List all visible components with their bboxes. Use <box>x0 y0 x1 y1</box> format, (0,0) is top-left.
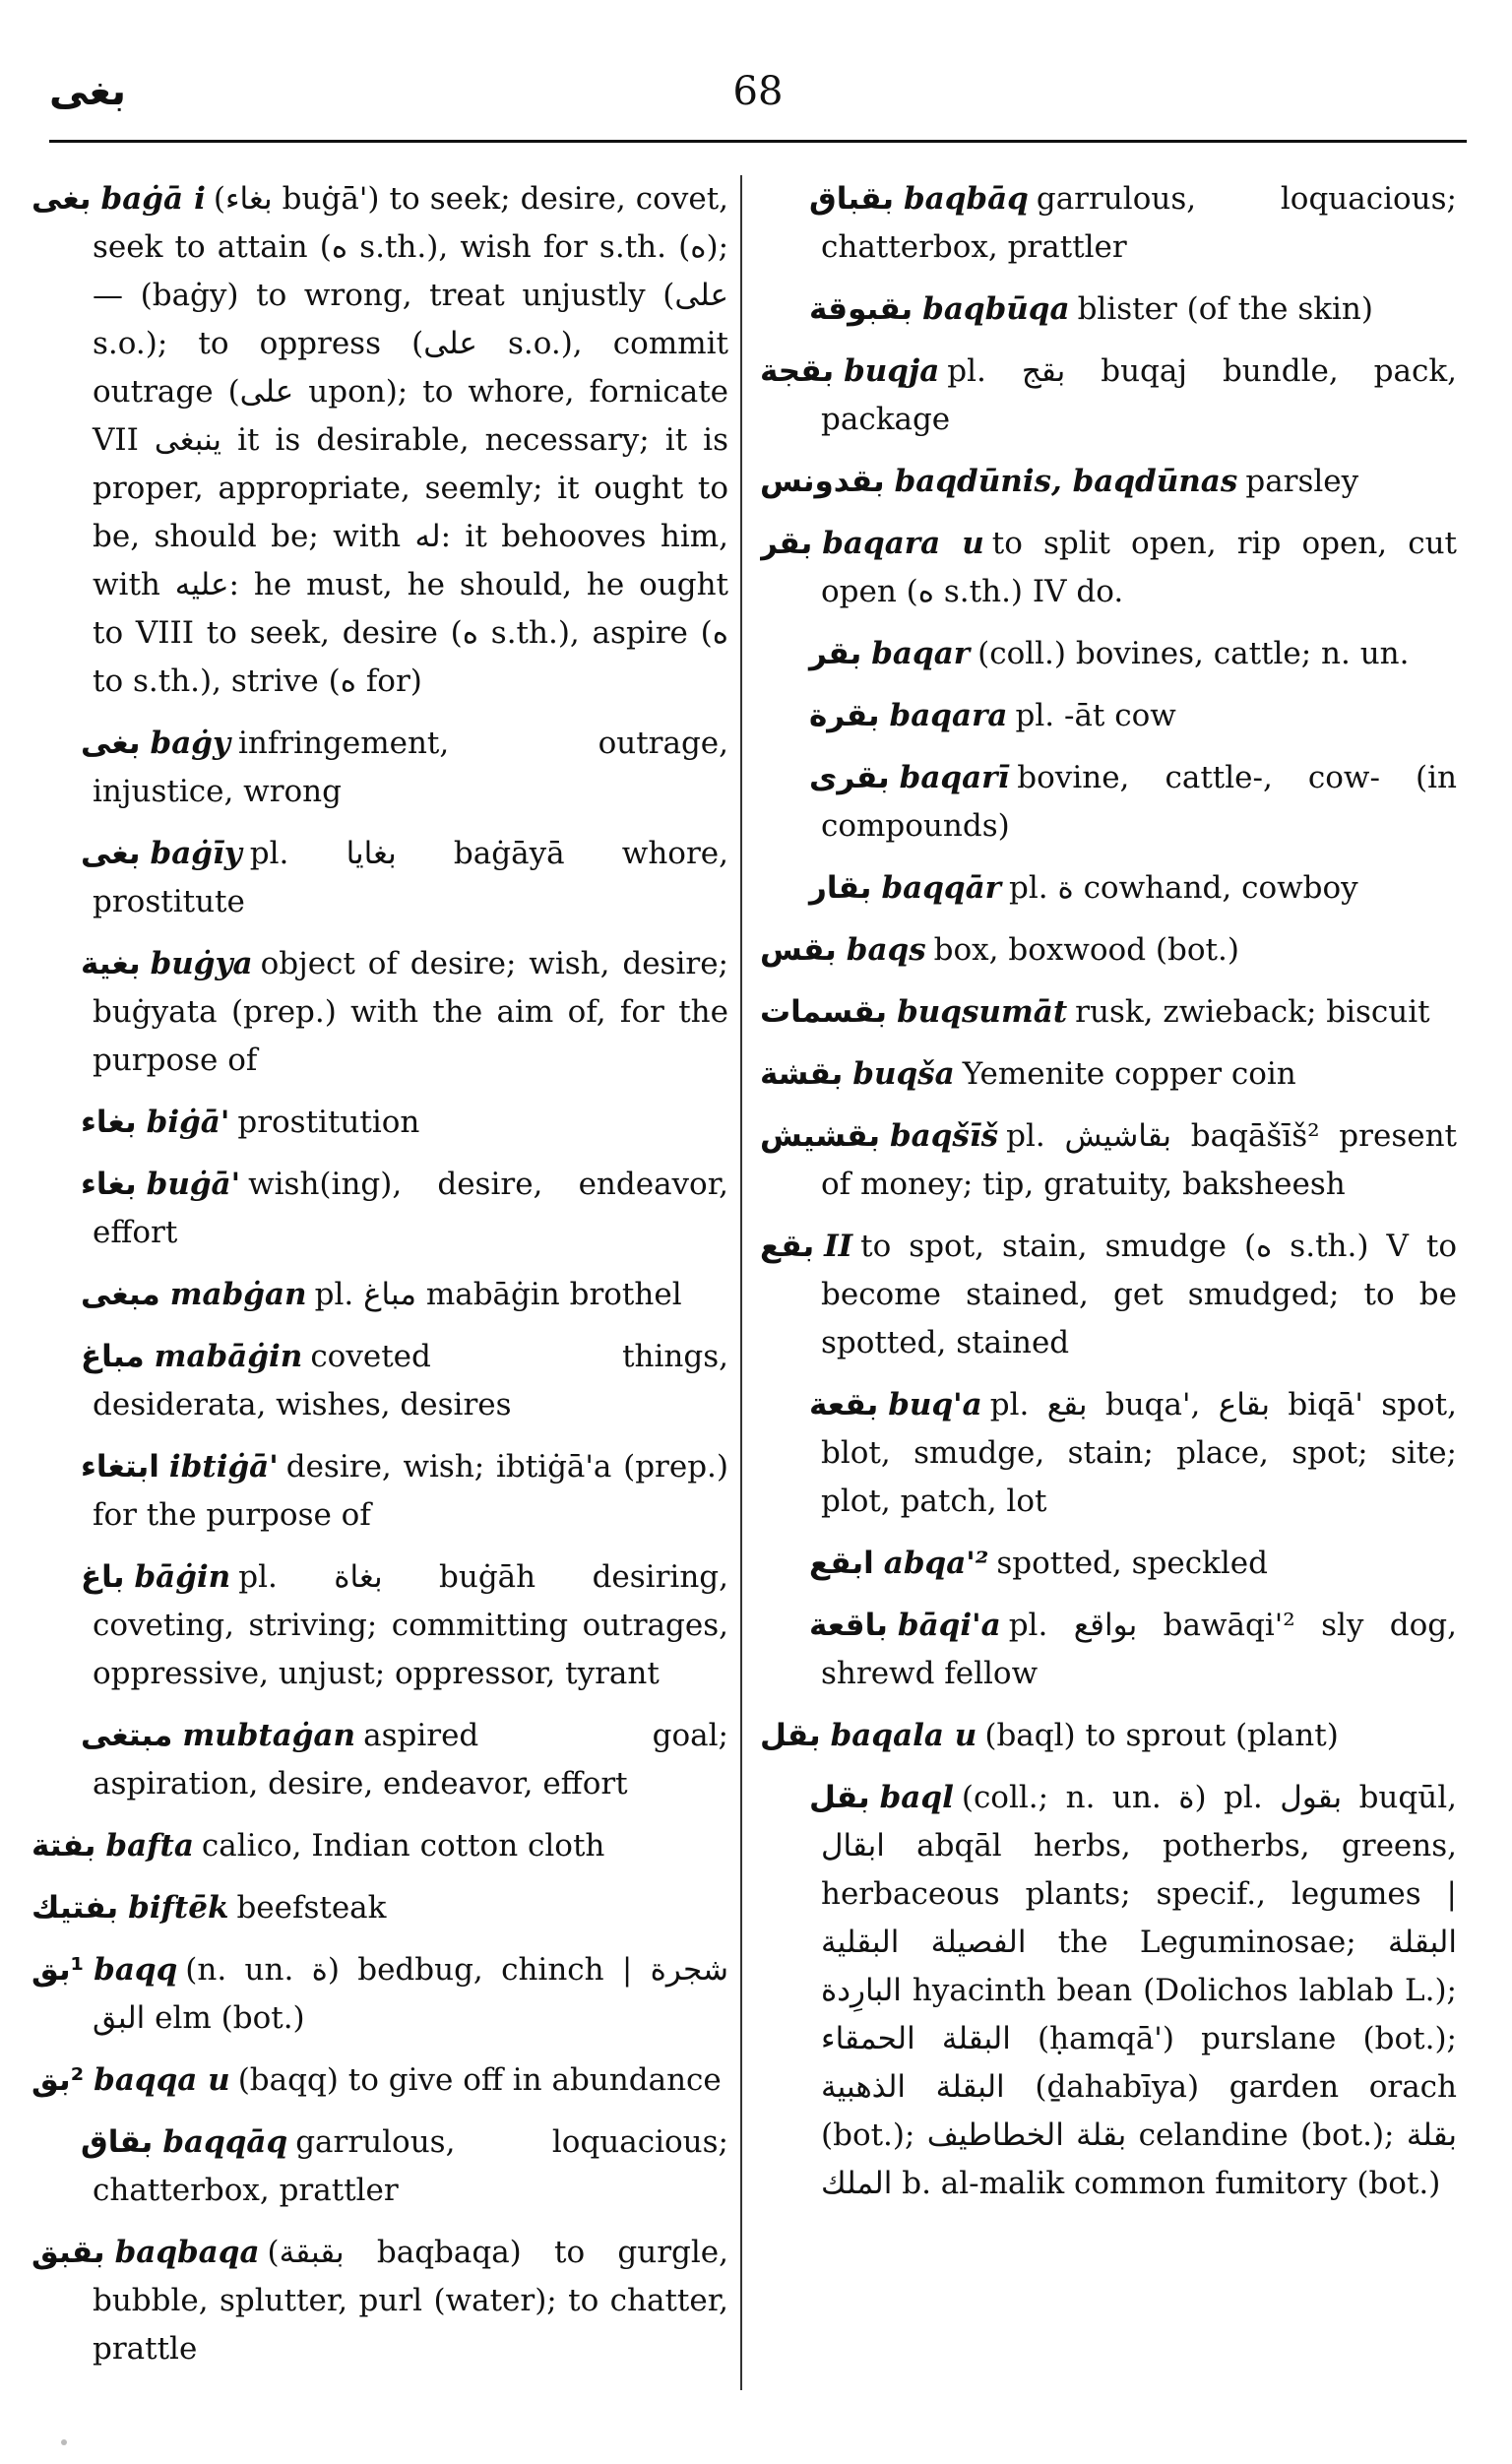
header-rule <box>49 140 1467 143</box>
dictionary-entry <box>760 1712 1457 1760</box>
headword-arabic: بقاق <box>81 2124 154 2160</box>
headword-transliteration: baqbūqa <box>922 291 1070 327</box>
headword-transliteration: baql <box>879 1780 954 1815</box>
dictionary-subentry <box>32 1443 728 1540</box>
definition-text: bovine, cattle-, cow- (in compounds) <box>821 760 1457 844</box>
headword-transliteration: bāġin <box>134 1559 231 1595</box>
headword-arabic: بقجة <box>760 353 835 389</box>
definition-text: aspired goal; aspiration, desire, endeavor, effort <box>93 1718 728 1801</box>
headword-transliteration: bāqi'a <box>897 1608 1001 1643</box>
definition-text: pl. بغاة buġāh desiring, coveting, striving; committing outrages, oppressive, unjust; oppressor, tyrant <box>93 1559 728 1691</box>
headword-transliteration: mabāġin <box>154 1339 303 1374</box>
headword-arabic: بقباق <box>809 181 894 217</box>
definition-text: (n. un. ة) bedbug, chinch | شجرة البق elm (bot.) <box>93 1952 728 2036</box>
definition-text: Yemenite copper coin <box>962 1056 1296 1092</box>
headword-arabic: مبتغى <box>81 1718 173 1753</box>
headword-transliteration: ibtiġā' <box>168 1449 279 1485</box>
headword-transliteration: buqša <box>852 1056 955 1092</box>
headword-transliteration: baqara <box>889 698 1008 733</box>
dictionary-subentry <box>760 1602 1457 1698</box>
definition-text: (baql) to sprout (plant) <box>984 1718 1339 1753</box>
headword-arabic: باقعة <box>809 1608 888 1643</box>
headword-arabic: ²بق <box>32 2062 85 2098</box>
dictionary-entry <box>760 1112 1457 1209</box>
definition-text: wish(ing), desire, endeavor, effort <box>93 1167 728 1250</box>
dictionary-entry <box>760 1050 1457 1099</box>
dictionary-entry <box>760 988 1457 1037</box>
headword-transliteration: buqja <box>844 353 940 389</box>
dictionary-entry <box>760 926 1457 975</box>
left-column <box>32 175 728 2390</box>
headword-transliteration: baqqāq <box>162 2124 288 2160</box>
headword-transliteration: II <box>824 1229 853 1264</box>
dictionary-subentry <box>760 754 1457 851</box>
definition-text: (coll.; n. un. ة) pl. بقول buqūl, ابقال abqāl herbs, potherbs, greens, herbaceous plants; specif., legumes | الفصيلة البقلية the Leguminosae; البقلة البارِدة hyacinth bean (Dolichos lablab L.); البقلة الحمقاء (ḥamqā') purslane (bot.); البقلة الذهبية (ḏahabīya) garden orach (bot.); بقلة الخطاطيف celandine (bot.); بقلة الملك b. al-malik common fumitory (bot.) <box>821 1780 1457 2201</box>
headword-arabic: بقار <box>809 870 872 906</box>
headword-arabic: بغى <box>81 836 141 871</box>
dictionary-subentry <box>760 692 1457 740</box>
headword-arabic: بقس <box>760 932 837 968</box>
definition-text: pl. بقاشيش baqāšīš² present of money; tip, gratuity, baksheesh <box>821 1118 1457 1202</box>
definition-text: pl. بواقع bawāqi'² sly dog, shrewd fellow <box>821 1608 1457 1691</box>
definition-text: rusk, zwieback; biscuit <box>1075 994 1430 1030</box>
headword-arabic: باغ <box>81 1559 125 1595</box>
headword-arabic: بقبوقة <box>809 291 914 327</box>
headword-transliteration: baqbaqa <box>114 2235 260 2270</box>
headword-arabic: بقع <box>760 1229 815 1264</box>
dictionary-subentry <box>32 830 728 926</box>
headword-arabic: بفتيك <box>32 1890 119 1926</box>
dictionary-subentry <box>32 1553 728 1698</box>
headword-transliteration: biftēk <box>128 1890 229 1926</box>
headword-arabic: ابتغاء <box>81 1449 159 1485</box>
headword-transliteration: buġya <box>150 946 253 981</box>
dictionary-subentry <box>760 1774 1457 2208</box>
dictionary-subentry <box>32 720 728 816</box>
definition-text: pl. بغايا baġāyā whore, prostitute <box>93 836 728 919</box>
dictionary-entry <box>760 520 1457 616</box>
dictionary-subentry <box>760 175 1457 272</box>
headword-transliteration: baqs <box>846 932 926 968</box>
headword-transliteration: bafta <box>105 1828 194 1864</box>
dictionary-entry <box>760 347 1457 444</box>
definition-text: blister (of the skin) <box>1077 291 1373 327</box>
headword-arabic: بقشة <box>760 1056 844 1092</box>
dictionary-entry <box>760 458 1457 506</box>
definition-text: spotted, speckled <box>996 1546 1268 1581</box>
headword-transliteration: baqqa u <box>94 2062 230 2098</box>
definition-text: calico, Indian cotton cloth <box>201 1828 605 1864</box>
dictionary-entry <box>32 1822 728 1870</box>
dictionary-subentry <box>32 2118 728 2215</box>
dictionary-subentry <box>32 1161 728 1257</box>
definition-text: to spot, stain, smudge (ه s.th.) V to become stained, get smudged; to be spotted, stained <box>821 1229 1457 1360</box>
dictionary-entry <box>32 175 728 706</box>
dictionary-subentry <box>760 1540 1457 1588</box>
definition-text: pl. بقع buqa', بقاع biqā' spot, blot, smudge, stain; place, spot; site; plot, patch, lot <box>821 1387 1457 1519</box>
definition-text: pl. مباغ mabāġin brothel <box>314 1277 682 1312</box>
definition-text: (بغاء buġā') to seek; desire, covet, seek to attain (ه s.th.), wish for s.th. (ه); — (baġy) to wrong, treat unjustly (على s.o.); to oppress (على s.o.), commit outrage (على upon); to whore, fornicate VII ينبغى it is desirable, necessary; it is proper, appropriate, seemly; it ought to be, should be; with له: it behooves him, with عليه: he must, he should, he ought to VIII to seek, desire (ه s.th.), aspire (ه to s.th.), strive (ه for) <box>93 181 728 699</box>
dictionary-subentry <box>32 940 728 1085</box>
dictionary-entry <box>760 1223 1457 1367</box>
definition-text: (coll.) bovines, cattle; n. un. <box>977 636 1410 671</box>
headword-transliteration: baqala u <box>830 1718 977 1753</box>
headword-arabic: بغية <box>81 946 141 981</box>
headword-transliteration: baqarī <box>899 760 1010 795</box>
headword-transliteration: baqq <box>94 1952 178 1988</box>
headword-transliteration: mabġan <box>169 1277 307 1312</box>
definition-text: object of desire; wish, desire; buġyata (prep.) with the aim of, for the purpose of <box>93 946 728 1078</box>
headword-arabic: بقر <box>760 526 813 561</box>
headword-transliteration: baġy <box>150 726 230 761</box>
dictionary-subentry <box>32 1333 728 1429</box>
definition-text: garrulous, loquacious; chatterbox, prattler <box>93 2124 728 2208</box>
headword-arabic: ¹بق <box>32 1952 85 1988</box>
page-header <box>49 59 1467 138</box>
headword-arabic: بقبق <box>32 2235 105 2270</box>
headword-arabic: بقل <box>809 1780 870 1815</box>
headword-transliteration: baqšīš <box>889 1118 999 1154</box>
dictionary-subentry <box>760 864 1457 913</box>
headword-arabic: بقل <box>760 1718 821 1753</box>
headword-transliteration: baqar <box>871 636 971 671</box>
definition-text: garrulous, loquacious; chatterbox, prattler <box>821 181 1457 265</box>
definition-text: parsley <box>1245 464 1359 499</box>
headword-arabic: مبغى <box>81 1277 160 1312</box>
headword-transliteration: biġā' <box>146 1105 230 1140</box>
headword-arabic: بقعة <box>809 1387 879 1422</box>
headword-arabic: بقسمات <box>760 994 888 1030</box>
definition-text: coveted things, desiderata, wishes, desires <box>93 1339 728 1422</box>
right-column <box>760 175 1457 2390</box>
headword-transliteration: abqa'² <box>883 1546 989 1581</box>
headword-transliteration: buġā' <box>146 1167 241 1202</box>
headword-arabic: بغى <box>81 726 141 761</box>
dictionary-subentry <box>760 285 1457 334</box>
dictionary-subentry <box>32 1712 728 1808</box>
headword-arabic: بقرة <box>809 698 880 733</box>
dictionary-subentry <box>760 630 1457 678</box>
headword-arabic: بقرى <box>809 760 890 795</box>
headword-arabic: ابقع <box>809 1546 874 1581</box>
headword-transliteration: baġā i <box>100 181 206 217</box>
headword-transliteration: baġīy <box>150 836 242 871</box>
dictionary-subentry <box>32 1271 728 1319</box>
page-number: 68 <box>732 69 784 114</box>
headword-arabic: بفتة <box>32 1828 96 1864</box>
running-head-arabic: بغى <box>49 69 127 114</box>
dictionary-subentry <box>32 1099 728 1147</box>
headword-transliteration: buq'a <box>888 1387 982 1422</box>
headword-transliteration: baqbāq <box>903 181 1029 217</box>
headword-arabic: بغاء <box>81 1167 137 1202</box>
definition-text: prostitution <box>237 1105 420 1140</box>
headword-arabic: بغى <box>32 181 92 217</box>
definition-text: box, boxwood (bot.) <box>933 932 1239 968</box>
definition-text: (baqq) to give off in abundance <box>237 2062 722 2098</box>
headword-arabic: بقشيش <box>760 1118 880 1154</box>
definition-text: desire, wish; ibtiġā'a (prep.) for the purpose of <box>93 1449 728 1533</box>
dictionary-entry <box>32 2229 728 2373</box>
definition-text: pl. ة cowhand, cowboy <box>1009 870 1358 906</box>
headword-arabic: بغاء <box>81 1105 137 1140</box>
definition-text: pl. -āt cow <box>1015 698 1176 733</box>
definition-text: beefsteak <box>236 1890 387 1926</box>
page-mark <box>61 2439 67 2445</box>
definition-text: to split open, rip open, cut open (ه s.th.) IV do. <box>821 526 1457 609</box>
headword-transliteration: mubtaġan <box>182 1718 356 1753</box>
headword-arabic: بقر <box>809 636 862 671</box>
definition-text: (بقبقة baqbaqa) to gurgle, bubble, splutter, purl (water); to chatter, prattle <box>93 2235 728 2367</box>
column-divider <box>740 175 742 2390</box>
dictionary-subentry <box>760 1381 1457 1526</box>
headword-transliteration: baqqār <box>881 870 1001 906</box>
definition-text: infringement, outrage, injustice, wrong <box>93 726 728 809</box>
headword-transliteration: baqdūnis, baqdūnas <box>894 464 1238 499</box>
dictionary-entry <box>32 1884 728 1932</box>
headword-arabic: مباغ <box>81 1339 145 1374</box>
dictionary-entry <box>32 1946 728 2043</box>
headword-transliteration: baqara u <box>822 526 984 561</box>
definition-text: pl. بقج buqaj bundle, pack, package <box>821 353 1457 437</box>
headword-arabic: بقدونس <box>760 464 885 499</box>
headword-transliteration: buqsumāt <box>897 994 1068 1030</box>
dictionary-entry <box>32 2056 728 2105</box>
